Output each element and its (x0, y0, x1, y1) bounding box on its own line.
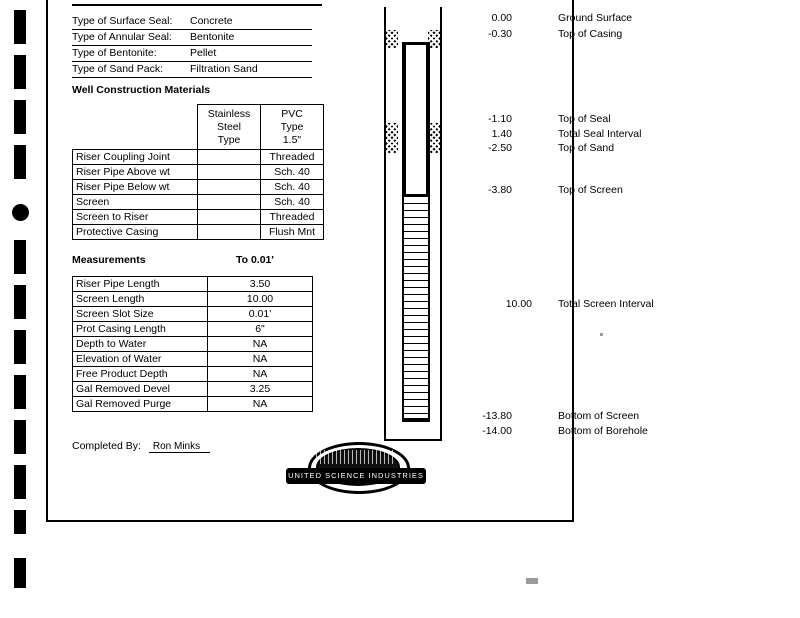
measure-name: Gal Removed Devel (73, 382, 208, 397)
punch-mark (14, 145, 26, 179)
depth-label: Top of Casing (558, 28, 623, 40)
punch-mark (14, 285, 26, 319)
material-pvc: Sch. 40 (261, 180, 324, 195)
material-name: Screen (73, 195, 198, 210)
punch-mark (14, 465, 26, 499)
header-value: Bentonite (190, 31, 235, 43)
table-header-row (73, 105, 324, 150)
material-name: Protective Casing (73, 225, 198, 240)
table-row (73, 210, 324, 225)
seal-band-text: UNITED SCIENCE INDUSTRIES (286, 468, 426, 484)
header-label: Type of Annular Seal: (72, 31, 172, 43)
completed-by-label: Completed By: (72, 440, 141, 452)
punch-mark (14, 10, 26, 44)
measure-value: 3.25 (208, 382, 313, 397)
page-top-trim-line (72, 4, 322, 6)
punch-hole (12, 204, 29, 221)
depth-label: Top of Seal (558, 113, 611, 125)
measure-name: Prot Casing Length (73, 322, 208, 337)
material-ss (198, 150, 261, 165)
well-screen (402, 194, 430, 420)
header-label: Type of Surface Seal: (72, 15, 173, 27)
header-label: Type of Sand Pack: (72, 63, 164, 75)
measure-value: NA (208, 352, 313, 367)
top-of-casing-cap (402, 42, 430, 45)
depth-label: Total Seal Interval (558, 128, 642, 140)
material-name: Riser Coupling Joint (73, 150, 198, 165)
completed-by-line (72, 440, 210, 453)
scan-speck (600, 333, 603, 336)
measurements-heading (72, 254, 312, 266)
riser-casing-right-wall (426, 44, 430, 194)
header-row (72, 46, 312, 62)
punch-mark (14, 330, 26, 364)
header-value: Filtration Sand (190, 63, 258, 75)
table-row (73, 225, 324, 240)
depth-label: Top of Screen (558, 184, 623, 196)
table-row (73, 277, 313, 292)
annular-seal-left (386, 123, 398, 153)
table-row (73, 292, 313, 307)
depth-label: Top of Sand (558, 142, 615, 154)
depth-value: -3.80 (488, 184, 512, 196)
depth-label: Bottom of Borehole (558, 425, 648, 437)
measure-value: NA (208, 397, 313, 412)
table-row (73, 165, 324, 180)
material-pvc: Sch. 40 (261, 165, 324, 180)
company-seal-stamp (286, 442, 426, 498)
measure-value: 0.01' (208, 307, 313, 322)
table-row (73, 352, 313, 367)
materials-section-title: Well Construction Materials (72, 84, 211, 96)
well-construction-diagram (330, 4, 654, 444)
materials-corner-cell (73, 105, 198, 150)
col-head-line: Steel (217, 120, 241, 133)
depth-value: 0.00 (491, 12, 512, 24)
material-name: Screen to Riser (73, 210, 198, 225)
punch-mark (14, 558, 26, 588)
materials-col-pvc (261, 105, 324, 150)
table-row (73, 367, 313, 382)
material-pvc: Threaded (261, 150, 324, 165)
material-name: Riser Pipe Above wt (73, 165, 198, 180)
measure-name: Screen Slot Size (73, 307, 208, 322)
table-row (73, 307, 313, 322)
measurements-precision: To 0.01' (236, 254, 274, 266)
col-head-line: 1.5" (282, 133, 302, 146)
depth-value: -1.10 (488, 113, 512, 125)
depth-value: 10.00 (505, 298, 532, 310)
header-value: Concrete (190, 15, 233, 27)
depth-value: -0.30 (488, 28, 512, 40)
depth-value: -2.50 (488, 142, 512, 154)
material-ss (198, 180, 261, 195)
measure-value: NA (208, 367, 313, 382)
table-row (73, 382, 313, 397)
binder-punch-strip (0, 0, 45, 618)
table-row (73, 150, 324, 165)
depth-value: -14.00 (482, 425, 512, 437)
punch-mark (14, 240, 26, 274)
punch-mark (14, 420, 26, 454)
header-row (72, 14, 312, 30)
measurements-table (72, 276, 313, 412)
punch-mark (14, 510, 26, 534)
measurements-title: Measurements (72, 254, 146, 266)
measure-value: 6" (208, 322, 313, 337)
material-pvc: Threaded (261, 210, 324, 225)
header-label: Type of Bentonite: (72, 47, 157, 59)
punch-mark (14, 55, 26, 89)
col-head-line: Type (280, 120, 304, 133)
material-pvc: Flush Mnt (261, 225, 324, 240)
measure-value: NA (208, 337, 313, 352)
material-ss (198, 210, 261, 225)
measure-name: Depth to Water (73, 337, 208, 352)
header-value: Pellet (190, 47, 217, 59)
table-row (73, 397, 313, 412)
screen-slot-pattern (404, 196, 428, 418)
material-ss (198, 165, 261, 180)
riser-casing-left-wall (402, 44, 406, 194)
col-head-line: PVC (281, 107, 303, 120)
depth-label: Ground Surface (558, 12, 633, 24)
material-name: Riser Pipe Below wt (73, 180, 198, 195)
measure-value: 3.50 (208, 277, 313, 292)
well-construction-materials-table (72, 104, 324, 240)
surface-seal-left (386, 30, 398, 48)
material-ss (198, 195, 261, 210)
well-construction-form-page (46, 0, 654, 522)
table-row (73, 180, 324, 195)
punch-mark (14, 375, 26, 409)
header-row (72, 62, 312, 78)
depth-value: 1.40 (491, 128, 512, 140)
col-head-line: Type (217, 133, 241, 146)
completed-by-name: Ron Minks (149, 441, 210, 453)
seal-materials-header (72, 14, 312, 78)
materials-col-ss (198, 105, 261, 150)
screen-bottom-cap (402, 418, 430, 422)
measure-name: Screen Length (73, 292, 208, 307)
col-head-line: Stainless (207, 107, 251, 120)
measure-value: 10.00 (208, 292, 313, 307)
depth-label: Bottom of Screen (558, 410, 640, 422)
depth-label: Total Screen Interval (558, 298, 654, 310)
seal-texture (316, 450, 396, 464)
punch-mark (14, 100, 26, 134)
table-row (73, 337, 313, 352)
material-pvc: Sch. 40 (261, 195, 324, 210)
measure-name: Free Product Depth (73, 367, 208, 382)
measure-name: Elevation of Water (73, 352, 208, 367)
depth-value: -13.80 (482, 410, 512, 422)
material-ss (198, 225, 261, 240)
header-row (72, 30, 312, 46)
measure-name: Gal Removed Purge (73, 397, 208, 412)
table-row (73, 195, 324, 210)
measure-name: Riser Pipe Length (73, 277, 208, 292)
table-row (73, 322, 313, 337)
scan-speck (526, 578, 538, 584)
